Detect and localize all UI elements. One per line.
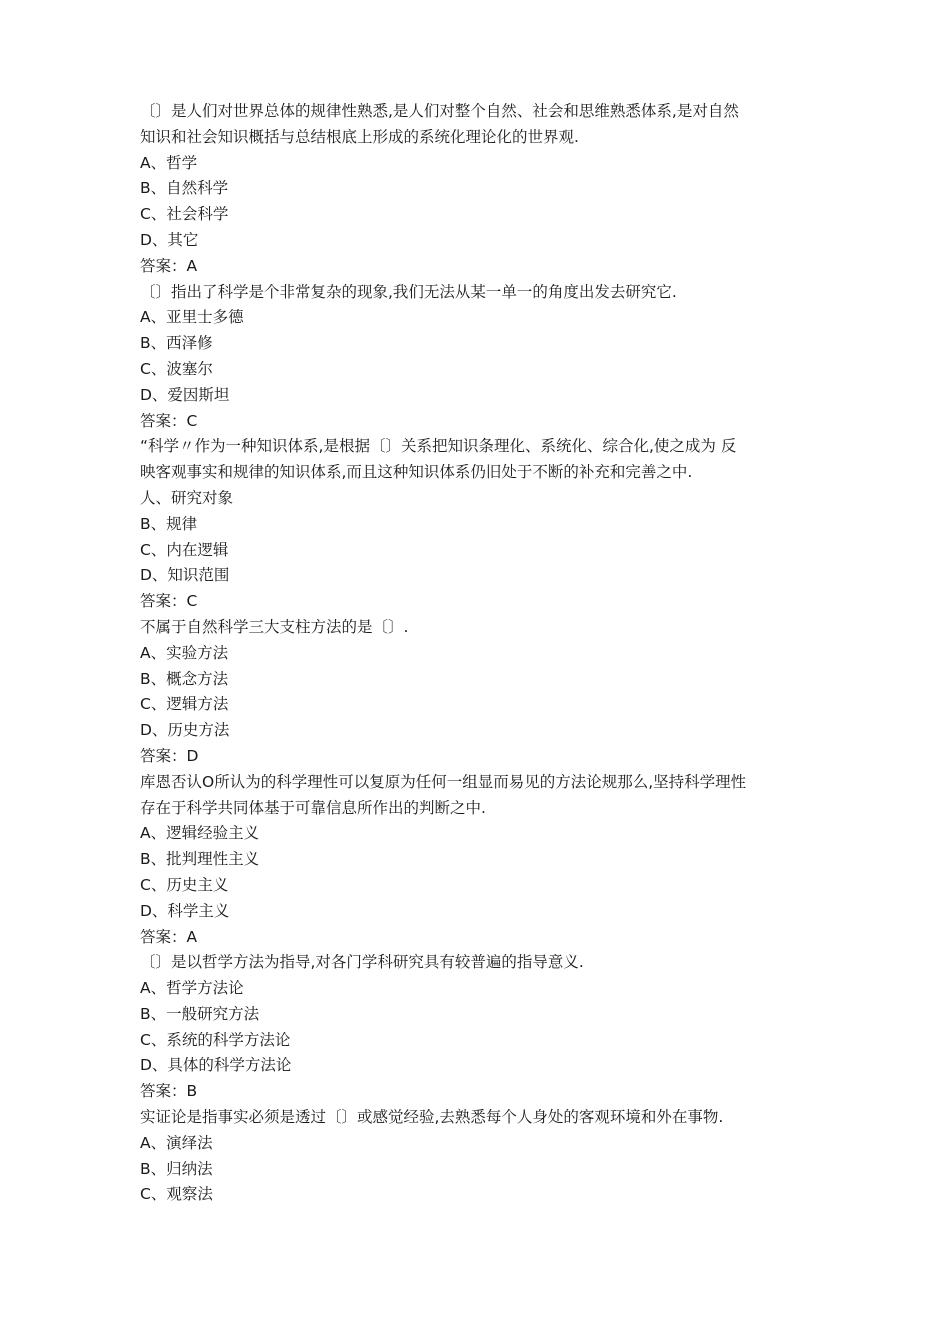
question-text-line: “科学〃作为一种知识体系,是根据〔〕关系把知识条理化、系统化、综合化,使之成为 反 bbox=[140, 437, 737, 456]
option-b: B、自然科学 bbox=[140, 179, 229, 198]
option-d: D、历史方法 bbox=[140, 721, 230, 740]
option-c: C、观察法 bbox=[140, 1185, 213, 1204]
option-a: A、哲学 bbox=[140, 153, 198, 172]
option-b: B、批判理性主义 bbox=[140, 850, 260, 869]
question-text-line: 映客观事实和规律的知识体系,而且这种知识体系仍旧处于不断的补充和完善之中. bbox=[140, 463, 693, 482]
question-text-line: 不属于自然科学三大支柱方法的是〔〕. bbox=[140, 617, 409, 636]
option-c: C、社会科学 bbox=[140, 205, 229, 224]
question-text-line: 〔〕是以哲学方法为指导,对各门学科研究具有较普遍的指导意义. bbox=[140, 953, 584, 972]
question-5 bbox=[140, 770, 830, 951]
question-text-line: 〔〕指出了科学是个非常复杂的现象,我们无法从某一单一的角度出发去研究它. bbox=[140, 282, 677, 301]
option-d: D、具体的科学方法论 bbox=[140, 1056, 292, 1075]
option-a: 人、研究对象 bbox=[140, 488, 234, 507]
question-2 bbox=[140, 280, 830, 435]
option-d: D、其它 bbox=[140, 230, 199, 249]
question-1 bbox=[140, 99, 830, 280]
question-7 bbox=[140, 1105, 830, 1208]
question-text-line: 库恩否认O所认为的科学理性可以复原为任何一组显而易见的方法论规那么,坚持科学理性 bbox=[140, 772, 747, 791]
option-a: A、演绎法 bbox=[140, 1133, 213, 1152]
option-b: B、规律 bbox=[140, 514, 198, 533]
question-text-line: 存在于科学共同体基于可靠信息所作出的判断之中. bbox=[140, 798, 486, 817]
answer-line: 答案：C bbox=[140, 592, 198, 611]
option-d: D、爱因斯坦 bbox=[140, 385, 230, 404]
option-c: C、逻辑方法 bbox=[140, 695, 229, 714]
option-c: C、波塞尔 bbox=[140, 359, 213, 378]
option-c: C、系统的科学方法论 bbox=[140, 1030, 291, 1049]
question-text-line: 〔〕是人们对世界总体的规律性熟悉,是人们对整个自然、社会和思维熟悉体系,是对自然 bbox=[140, 102, 739, 120]
option-b: B、概念方法 bbox=[140, 669, 229, 688]
option-b: B、归纳法 bbox=[140, 1159, 213, 1178]
answer-line: 答案：B bbox=[140, 1082, 198, 1101]
question-list bbox=[140, 99, 830, 1208]
option-c: C、内在逻辑 bbox=[140, 540, 229, 559]
option-a: A、亚里士多德 bbox=[140, 308, 244, 327]
option-b: B、西泽修 bbox=[140, 334, 213, 353]
option-c: C、历史主义 bbox=[140, 875, 229, 894]
option-d: D、知识范围 bbox=[140, 566, 230, 585]
answer-line: 答案：A bbox=[140, 927, 198, 946]
answer-line: 答案：A bbox=[140, 256, 198, 275]
question-4 bbox=[140, 615, 830, 770]
option-a: A、实验方法 bbox=[140, 643, 229, 662]
answer-line: 答案：C bbox=[140, 411, 198, 430]
question-3 bbox=[140, 434, 830, 615]
question-text-line: 知识和社会知识概括与总结根底上形成的系统化理论化的世界观. bbox=[140, 127, 579, 146]
option-d: D、科学主义 bbox=[140, 901, 230, 920]
option-b: B、一般研究方法 bbox=[140, 1004, 260, 1023]
option-a: A、逻辑经验主义 bbox=[140, 824, 260, 843]
question-text-line: 实证论是指事实必须是透过〔〕或感觉经验,去熟悉每个人身处的客观环境和外在事物. bbox=[140, 1108, 724, 1127]
option-a: A、哲学方法论 bbox=[140, 979, 244, 998]
answer-line: 答案：D bbox=[140, 746, 199, 765]
question-6 bbox=[140, 950, 830, 1105]
